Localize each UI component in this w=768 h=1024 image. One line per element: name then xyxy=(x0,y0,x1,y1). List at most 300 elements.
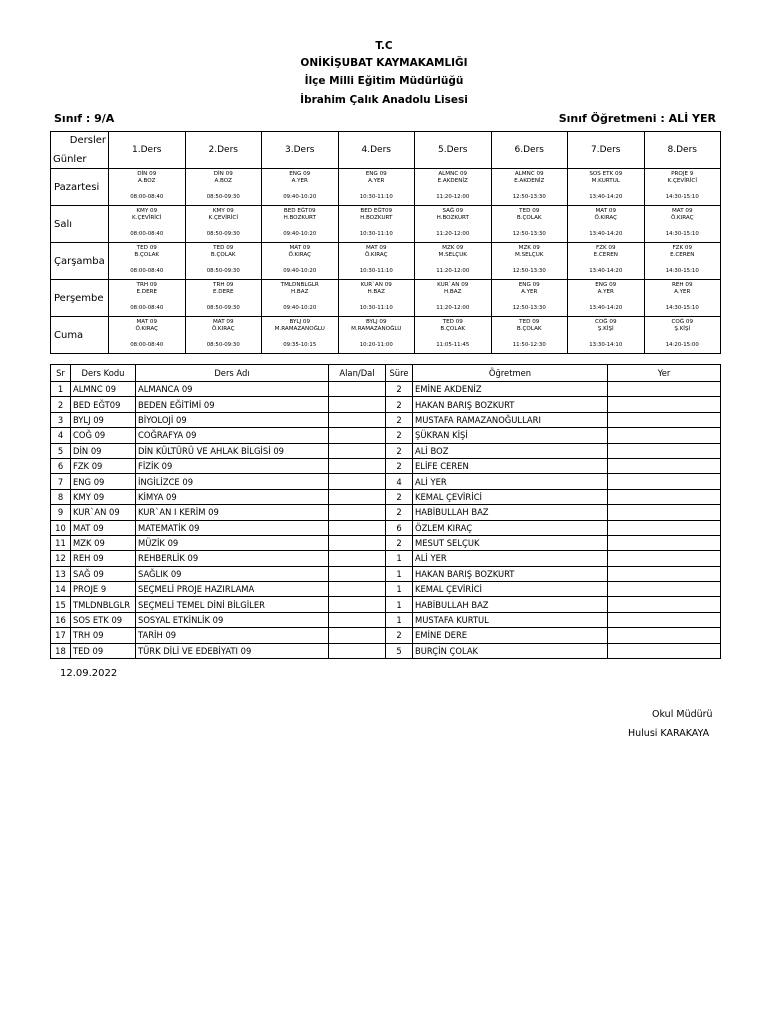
cell-name: BİYOLOJİ 09 xyxy=(136,412,329,427)
lesson-time: 08:00-08:40 xyxy=(130,305,164,312)
lesson-code: TED 09 xyxy=(213,245,234,251)
col-header-teacher: Öğretmen xyxy=(413,365,608,382)
lesson-header-6: 6.Ders xyxy=(491,132,568,169)
cell-room xyxy=(608,443,721,458)
cell-hours: 2 xyxy=(386,397,413,412)
lesson-teacher: M.SELÇUK xyxy=(438,251,467,258)
cell-sr: 12 xyxy=(51,551,71,566)
table-row xyxy=(51,612,721,627)
lesson-code: KUR`AN 09 xyxy=(437,282,469,288)
timetable-cell xyxy=(491,280,568,317)
table-row xyxy=(51,428,721,443)
lesson-teacher: H.BOZKURT xyxy=(436,214,469,221)
lesson-code: BED EĞT09 xyxy=(360,208,393,214)
cell-room xyxy=(608,458,721,473)
cell-hours: 2 xyxy=(386,382,413,397)
lesson-teacher: Ş.KİŞİ xyxy=(674,325,691,332)
cell-teacher: EMİNE DERE xyxy=(413,628,608,643)
cell-room xyxy=(608,489,721,504)
lesson-code: TRH 09 xyxy=(136,282,157,288)
cell-code: DİN 09 xyxy=(71,443,136,458)
lesson-time: 09:40-10:20 xyxy=(283,231,317,238)
cell-room xyxy=(608,535,721,550)
lesson-teacher: M.KURTUL xyxy=(591,177,620,184)
timetable-cell xyxy=(644,317,721,354)
cell-room xyxy=(608,643,721,658)
cell-sr: 11 xyxy=(51,535,71,550)
lesson-time: 13:40-14:20 xyxy=(589,268,623,275)
lesson-time: 09:40-10:20 xyxy=(283,305,317,312)
cell-name: COĞRAFYA 09 xyxy=(136,428,329,443)
timetable-cell xyxy=(491,243,568,280)
lesson-code: TMLDNBLGLR xyxy=(280,282,319,288)
cell-sr: 3 xyxy=(51,412,71,427)
cell-room xyxy=(608,428,721,443)
lesson-teacher: Ö.KIRAÇ xyxy=(670,214,694,221)
timetable-cell xyxy=(185,243,262,280)
cell-area xyxy=(329,443,386,458)
lesson-time: 13:40-14:20 xyxy=(589,305,623,312)
lesson-code: BYLJ 09 xyxy=(289,319,311,325)
lesson-time: 11:20-12:00 xyxy=(436,268,470,275)
cell-teacher: MUSTAFA KURTUL xyxy=(413,612,608,627)
lesson-teacher: A.YER xyxy=(291,177,308,184)
signature-name: Hulusi KARAKAYA xyxy=(628,728,710,739)
cell-area xyxy=(329,597,386,612)
lesson-teacher: E.DERE xyxy=(136,288,158,295)
cell-name: TÜRK DİLİ VE EDEBİYATI 09 xyxy=(136,643,329,658)
timetable-cell xyxy=(338,317,415,354)
col-header-sr: Sr xyxy=(51,365,71,382)
lesson-time: 08:00-08:40 xyxy=(130,342,164,349)
course-list-header-row xyxy=(51,365,721,382)
timetable-row xyxy=(51,280,721,317)
lesson-header-4: 4.Ders xyxy=(338,132,415,169)
cell-hours: 5 xyxy=(386,643,413,658)
cell-name: REHBERLİK 09 xyxy=(136,551,329,566)
lesson-time: 13:40-14:20 xyxy=(589,194,623,201)
lesson-teacher: K.ÇEVİRİCİ xyxy=(132,214,162,221)
cell-hours: 1 xyxy=(386,566,413,581)
timetable-row xyxy=(51,243,721,280)
table-row xyxy=(51,597,721,612)
lesson-teacher: K.ÇEVİRİCİ xyxy=(667,177,697,184)
timetable-header-row xyxy=(51,132,721,169)
lesson-teacher: H.BOZKURT xyxy=(283,214,316,221)
lesson-time: 11:20-12:00 xyxy=(436,305,470,312)
course-list-table xyxy=(50,364,721,659)
corner-days-label: Günler xyxy=(53,154,87,165)
timetable-row xyxy=(51,317,721,354)
cell-area xyxy=(329,582,386,597)
cell-hours: 1 xyxy=(386,551,413,566)
lesson-header-3: 3.Ders xyxy=(262,132,339,169)
cell-code: TRH 09 xyxy=(71,628,136,643)
timetable-cell xyxy=(109,280,186,317)
lesson-code: ENG 09 xyxy=(289,171,311,177)
cell-teacher: BURÇİN ÇOLAK xyxy=(413,643,608,658)
lesson-teacher: B.ÇOLAK xyxy=(134,251,160,258)
timetable-corner xyxy=(51,132,109,169)
lesson-time: 10:30-11:10 xyxy=(359,194,393,201)
document-date: 12.09.2022 xyxy=(60,668,118,679)
lesson-code: MAT 09 xyxy=(289,245,311,251)
timetable-cell xyxy=(415,206,492,243)
lesson-time: 14:30-15:10 xyxy=(665,231,699,238)
lesson-header-7: 7.Ders xyxy=(568,132,645,169)
cell-area xyxy=(329,612,386,627)
timetable-cell xyxy=(109,169,186,206)
cell-name: ALMANCA 09 xyxy=(136,382,329,397)
cell-name: İNGİLİZCE 09 xyxy=(136,474,329,489)
cell-sr: 7 xyxy=(51,474,71,489)
lesson-header-8: 8.Ders xyxy=(644,132,721,169)
cell-room xyxy=(608,474,721,489)
cell-sr: 14 xyxy=(51,582,71,597)
cell-sr: 16 xyxy=(51,612,71,627)
lesson-code: TRH 09 xyxy=(213,282,234,288)
lesson-teacher: E.AKDENİZ xyxy=(514,177,545,184)
timetable-cell xyxy=(109,317,186,354)
cell-room xyxy=(608,412,721,427)
lesson-teacher: M.RAMAZANOĞLU xyxy=(351,325,402,332)
class-label: Sınıf : 9/A xyxy=(54,112,115,125)
timetable-cell xyxy=(491,169,568,206)
cell-teacher: ALİ BOZ xyxy=(413,443,608,458)
table-row xyxy=(51,566,721,581)
cell-hours: 2 xyxy=(386,428,413,443)
lesson-time: 09:40-10:20 xyxy=(283,268,317,275)
lesson-code: ENG 09 xyxy=(365,171,387,177)
timetable-cell xyxy=(185,169,262,206)
cell-teacher: MUSTAFA RAMAZANOĞULLARI xyxy=(413,412,608,427)
cell-code: TMLDNBLGLR xyxy=(71,597,136,612)
timetable-cell xyxy=(338,169,415,206)
table-row xyxy=(51,382,721,397)
col-header-code: Ders Kodu xyxy=(71,365,136,382)
cell-code: ALMNC 09 xyxy=(71,382,136,397)
cell-teacher: ALİ YER xyxy=(413,474,608,489)
timetable-cell xyxy=(109,206,186,243)
lesson-time: 14:20-15:00 xyxy=(665,342,699,349)
lesson-code: MAT 09 xyxy=(671,208,693,214)
lesson-code: MAT 09 xyxy=(136,319,158,325)
timetable-cell xyxy=(415,280,492,317)
timetable-cell xyxy=(568,317,645,354)
lesson-teacher: B.ÇOLAK xyxy=(516,325,542,332)
cell-sr: 2 xyxy=(51,397,71,412)
cell-name: SEÇMELİ TEMEL DİNİ BİLGİLER xyxy=(136,597,329,612)
cell-hours: 2 xyxy=(386,489,413,504)
cell-teacher: ÖZLEM KIRAÇ xyxy=(413,520,608,535)
cell-code: SOS ETK 09 xyxy=(71,612,136,627)
cell-sr: 4 xyxy=(51,428,71,443)
table-row xyxy=(51,474,721,489)
col-header-name: Ders Adı xyxy=(136,365,329,382)
timetable-cell xyxy=(185,206,262,243)
lesson-code: BYLJ 09 xyxy=(365,319,387,325)
cell-teacher: ŞÜKRAN KİŞİ xyxy=(413,428,608,443)
lesson-code: ALMNC 09 xyxy=(438,171,468,177)
cell-room xyxy=(608,505,721,520)
day-label: Perşembe xyxy=(51,280,109,317)
cell-room xyxy=(608,628,721,643)
cell-hours: 2 xyxy=(386,628,413,643)
timetable-cell xyxy=(262,243,339,280)
lesson-code: SOS ETK 09 xyxy=(589,171,623,177)
lesson-teacher: B.ÇOLAK xyxy=(440,325,466,332)
cell-room xyxy=(608,382,721,397)
cell-name: MATEMATİK 09 xyxy=(136,520,329,535)
timetable-row xyxy=(51,206,721,243)
table-row xyxy=(51,443,721,458)
cell-code: COĞ 09 xyxy=(71,428,136,443)
timetable-cell xyxy=(568,169,645,206)
lesson-teacher: B.ÇOLAK xyxy=(516,214,542,221)
timetable-cell xyxy=(568,243,645,280)
cell-hours: 1 xyxy=(386,612,413,627)
cell-name: DİN KÜLTÜRÜ VE AHLAK BİLGİSİ 09 xyxy=(136,443,329,458)
cell-teacher: EMİNE AKDENİZ xyxy=(413,382,608,397)
lesson-time: 08:00-08:40 xyxy=(130,268,164,275)
lesson-code: MAT 09 xyxy=(595,208,617,214)
lesson-time: 08:50-09:30 xyxy=(206,342,240,349)
lesson-teacher: K.ÇEVİRİCİ xyxy=(208,214,238,221)
signature-title: Okul Müdürü xyxy=(652,709,713,720)
table-row xyxy=(51,505,721,520)
lesson-time: 11:05-11:45 xyxy=(436,342,470,349)
lesson-code: SAĞ 09 xyxy=(442,208,464,214)
lesson-time: 09:35-10:15 xyxy=(283,342,317,349)
cell-sr: 6 xyxy=(51,458,71,473)
cell-area xyxy=(329,382,386,397)
cell-code: BYLJ 09 xyxy=(71,412,136,427)
timetable-cell xyxy=(262,317,339,354)
lesson-code: KMY 09 xyxy=(212,208,234,214)
lesson-teacher: A.YER xyxy=(368,177,385,184)
lesson-code: REH 09 xyxy=(671,282,693,288)
table-row xyxy=(51,643,721,658)
cell-code: SAĞ 09 xyxy=(71,566,136,581)
timetable-cell xyxy=(491,206,568,243)
lesson-code: DİN 09 xyxy=(213,171,233,177)
lesson-header-5: 5.Ders xyxy=(415,132,492,169)
lesson-code: FZK 09 xyxy=(595,245,616,251)
lesson-code: MAT 09 xyxy=(365,245,387,251)
timetable-cell xyxy=(262,206,339,243)
cell-teacher: ELİFE CEREN xyxy=(413,458,608,473)
lesson-time: 13:40-14:20 xyxy=(589,231,623,238)
cell-code: FZK 09 xyxy=(71,458,136,473)
lesson-code: COĞ 09 xyxy=(594,319,617,325)
cell-teacher: MESUT SELÇUK xyxy=(413,535,608,550)
lesson-code: COĞ 09 xyxy=(671,319,694,325)
lesson-time: 14:30-15:10 xyxy=(665,194,699,201)
lesson-code: ENG 09 xyxy=(595,282,617,288)
day-label: Pazartesi xyxy=(51,169,109,206)
cell-hours: 2 xyxy=(386,458,413,473)
cell-room xyxy=(608,520,721,535)
timetable-cell xyxy=(415,169,492,206)
table-row xyxy=(51,397,721,412)
header-line-tc: T.C xyxy=(375,40,393,52)
table-row xyxy=(51,412,721,427)
timetable-cell xyxy=(644,206,721,243)
lesson-teacher: Ş.KİŞİ xyxy=(597,325,614,332)
lesson-teacher: A.YER xyxy=(521,288,538,295)
timetable-cell xyxy=(338,243,415,280)
cell-name: SOSYAL ETKİNLİK 09 xyxy=(136,612,329,627)
timetable-cell xyxy=(109,243,186,280)
timetable-cell xyxy=(338,280,415,317)
lesson-teacher: Ö.KIRAÇ xyxy=(135,325,159,332)
timetable-cell xyxy=(415,243,492,280)
cell-name: FİZİK 09 xyxy=(136,458,329,473)
header-mudurluk: İlçe Milli Eğitim Müdürlüğü xyxy=(304,75,464,87)
lesson-time: 11:20-12:00 xyxy=(436,231,470,238)
lesson-time: 08:00-08:40 xyxy=(130,194,164,201)
table-row xyxy=(51,458,721,473)
cell-area xyxy=(329,566,386,581)
lesson-time: 08:50-09:30 xyxy=(206,194,240,201)
cell-sr: 5 xyxy=(51,443,71,458)
cell-area xyxy=(329,397,386,412)
day-label: Çarşamba xyxy=(51,243,109,280)
lesson-time: 14:30-15:10 xyxy=(665,268,699,275)
timetable-cell xyxy=(644,280,721,317)
weekly-timetable xyxy=(50,131,721,354)
lesson-time: 10:20-11:00 xyxy=(359,342,393,349)
lesson-time: 11:20-12:00 xyxy=(436,194,470,201)
cell-name: SAĞLIK 09 xyxy=(136,566,329,581)
timetable-cell xyxy=(491,317,568,354)
lesson-time: 12:50-13:30 xyxy=(512,194,546,201)
table-row xyxy=(51,489,721,504)
cell-name: BEDEN EĞİTİMİ 09 xyxy=(136,397,329,412)
timetable-cell xyxy=(568,206,645,243)
cell-hours: 2 xyxy=(386,412,413,427)
lesson-code: PROJE 9 xyxy=(671,171,694,177)
table-row xyxy=(51,551,721,566)
cell-sr: 17 xyxy=(51,628,71,643)
timetable-cell xyxy=(568,280,645,317)
lesson-code: MAT 09 xyxy=(212,319,234,325)
cell-area xyxy=(329,428,386,443)
lesson-time: 08:50-09:30 xyxy=(206,305,240,312)
lesson-code: MZK 09 xyxy=(518,245,540,251)
lesson-time: 12:50-13:30 xyxy=(512,305,546,312)
lesson-header-1: 1.Ders xyxy=(109,132,186,169)
cell-code: TED 09 xyxy=(71,643,136,658)
lesson-teacher: B.ÇOLAK xyxy=(210,251,236,258)
cell-sr: 13 xyxy=(51,566,71,581)
cell-teacher: HABİBULLAH BAZ xyxy=(413,505,608,520)
cell-room xyxy=(608,397,721,412)
cell-area xyxy=(329,474,386,489)
cell-code: PROJE 9 xyxy=(71,582,136,597)
lesson-time: 10:30-11:10 xyxy=(359,305,393,312)
header-school-name: İbrahim Çalık Anadolu Lisesi xyxy=(300,94,468,106)
timetable-cell xyxy=(185,280,262,317)
timetable-cell xyxy=(262,169,339,206)
cell-name: KUR`AN I KERİM 09 xyxy=(136,505,329,520)
day-label: Salı xyxy=(51,206,109,243)
cell-area xyxy=(329,551,386,566)
lesson-code: KMY 09 xyxy=(136,208,158,214)
cell-name: SEÇMELİ PROJE HAZIRLAMA xyxy=(136,582,329,597)
cell-room xyxy=(608,566,721,581)
lesson-teacher: H.BAZ xyxy=(367,288,385,295)
cell-area xyxy=(329,458,386,473)
timetable-cell xyxy=(338,206,415,243)
lesson-teacher: E.CEREN xyxy=(593,251,618,258)
cell-area xyxy=(329,520,386,535)
cell-area xyxy=(329,489,386,504)
table-row xyxy=(51,582,721,597)
lesson-code: FZK 09 xyxy=(672,245,693,251)
table-row xyxy=(51,520,721,535)
cell-room xyxy=(608,612,721,627)
cell-code: MZK 09 xyxy=(71,535,136,550)
cell-teacher: HAKAN BARIŞ BOZKURT xyxy=(413,566,608,581)
lesson-code: ENG 09 xyxy=(518,282,540,288)
cell-sr: 10 xyxy=(51,520,71,535)
cell-code: BED EĞT09 xyxy=(71,397,136,412)
cell-name: KİMYA 09 xyxy=(136,489,329,504)
cell-name: MÜZİK 09 xyxy=(136,535,329,550)
cell-teacher: KEMAL ÇEVİRİCİ xyxy=(413,489,608,504)
lesson-code: BED EĞT09 xyxy=(283,208,316,214)
table-row xyxy=(51,535,721,550)
lesson-time: 13:30-14:10 xyxy=(589,342,623,349)
cell-sr: 18 xyxy=(51,643,71,658)
cell-room xyxy=(608,551,721,566)
lesson-teacher: Ö.KIRAÇ xyxy=(594,214,618,221)
cell-hours: 1 xyxy=(386,597,413,612)
lesson-teacher: A.BOZ xyxy=(214,177,232,184)
lesson-teacher: E.AKDENİZ xyxy=(437,177,468,184)
table-row xyxy=(51,628,721,643)
lesson-time: 08:50-09:30 xyxy=(206,231,240,238)
cell-code: KUR`AN 09 xyxy=(71,505,136,520)
day-label: Cuma xyxy=(51,317,109,354)
lesson-time: 14:30-15:10 xyxy=(665,305,699,312)
timetable-row xyxy=(51,169,721,206)
col-header-area: Alan/Dal xyxy=(329,365,386,382)
lesson-time: 09:40-10:20 xyxy=(283,194,317,201)
lesson-teacher: H.BOZKURT xyxy=(360,214,393,221)
cell-area xyxy=(329,643,386,658)
cell-sr: 9 xyxy=(51,505,71,520)
lesson-code: TED 09 xyxy=(519,319,540,325)
cell-code: KMY 09 xyxy=(71,489,136,504)
lesson-code: TED 09 xyxy=(442,319,463,325)
lesson-time: 12:50-13:30 xyxy=(512,268,546,275)
cell-sr: 15 xyxy=(51,597,71,612)
lesson-code: ALMNC 09 xyxy=(514,171,544,177)
timetable-cell xyxy=(644,243,721,280)
cell-hours: 4 xyxy=(386,474,413,489)
lesson-teacher: Ö.KIRAÇ xyxy=(364,251,388,258)
lesson-code: MZK 09 xyxy=(442,245,464,251)
cell-name: TARİH 09 xyxy=(136,628,329,643)
corner-lessons-label: Dersler xyxy=(69,135,106,146)
lesson-teacher: A.YER xyxy=(597,288,614,295)
timetable-cell xyxy=(415,317,492,354)
lesson-time: 08:50-09:30 xyxy=(206,268,240,275)
cell-hours: 2 xyxy=(386,505,413,520)
col-header-room: Yer xyxy=(608,365,721,382)
